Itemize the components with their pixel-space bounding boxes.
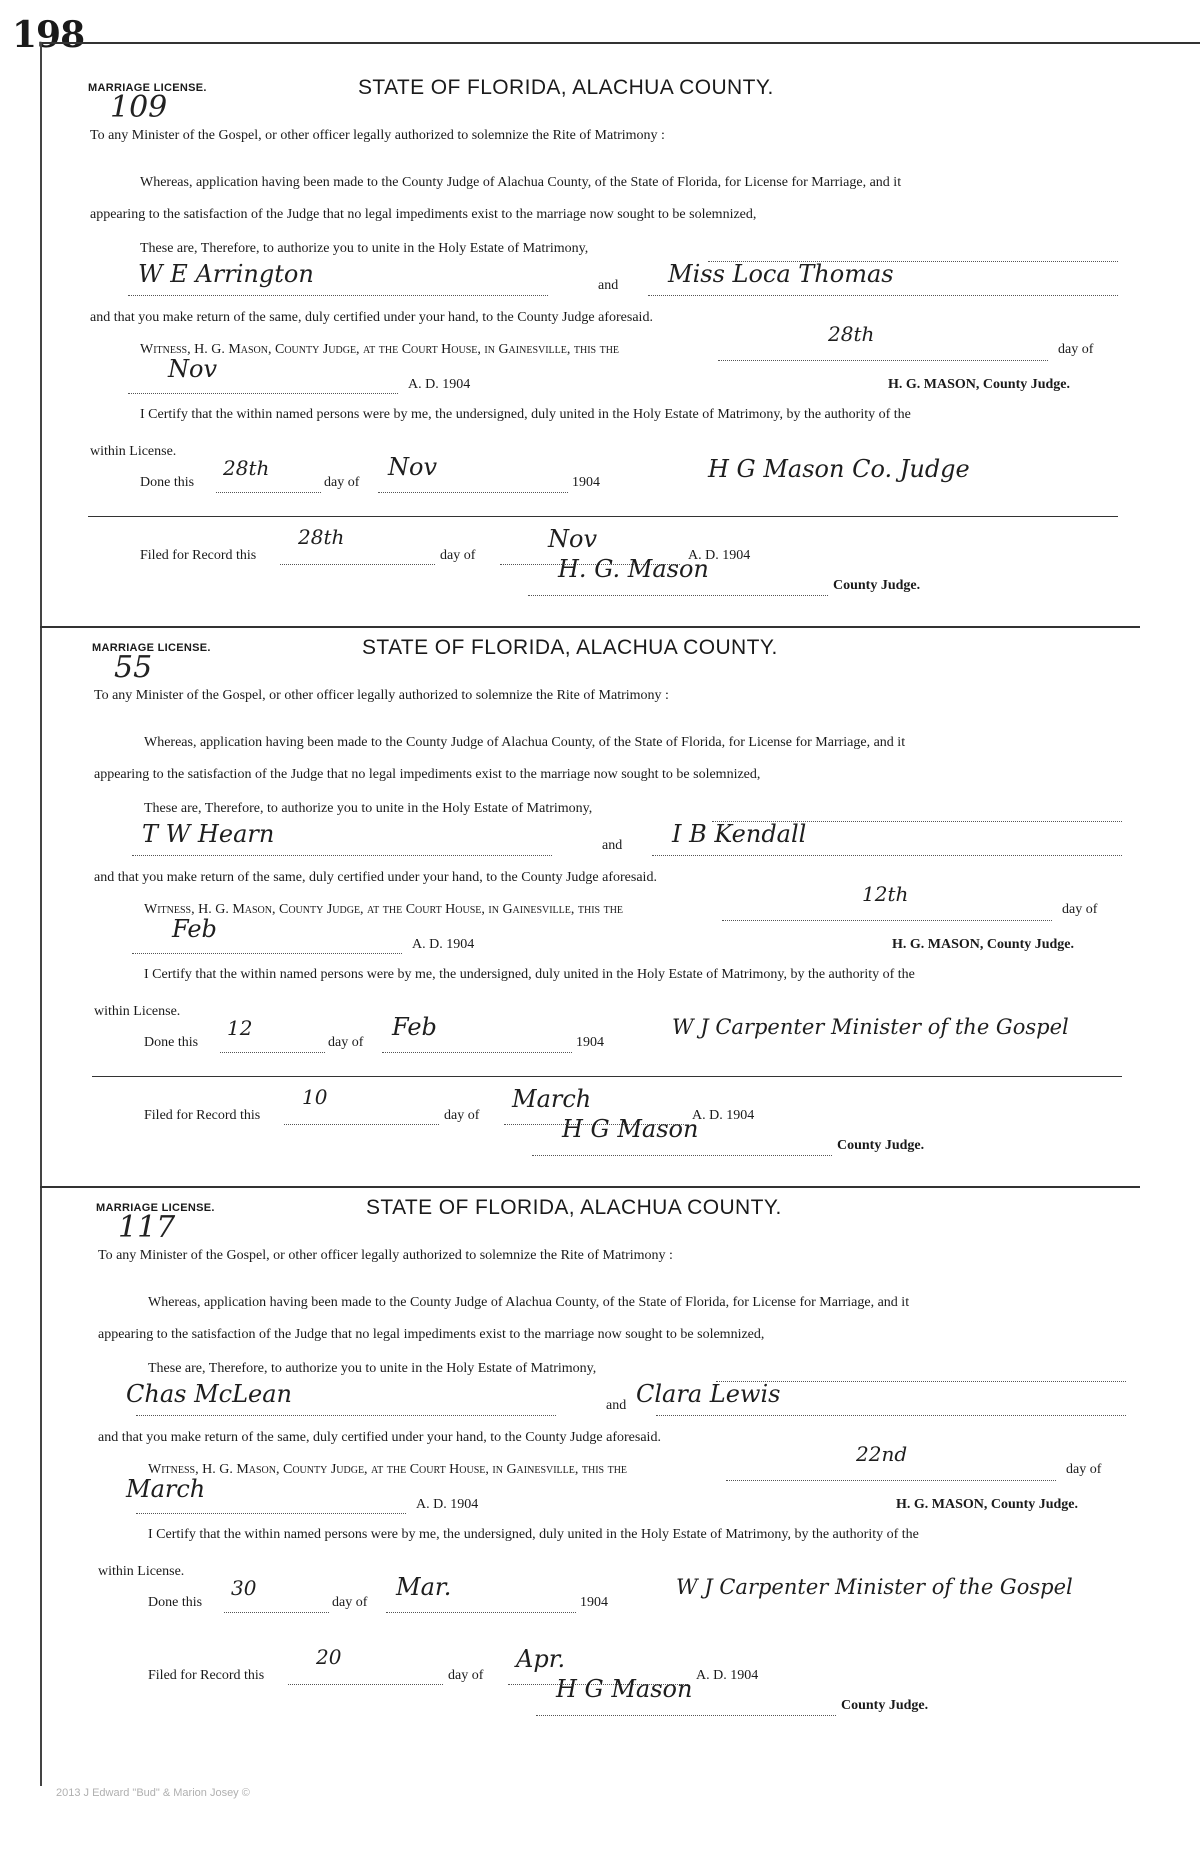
filed-day: 28th [298,525,345,549]
license-number: 55 [114,650,153,685]
witness-day-fill [718,340,1048,361]
these-are-line: These are, Therefore, to authorize you to unite in the Holy Estate of Matrimony, [144,801,593,816]
to-minister-line: To any Minister of the Gospel, or other officer legally authorized to solemnize the Rite of Matrimony : [94,688,669,703]
filed-label: Filed for Record this [148,1668,265,1683]
county-judge-label: County Judge. [833,578,921,593]
and-word: and [606,1398,627,1413]
done-day-of-label: day of [324,475,360,490]
groom-name: W E Arrington [138,260,314,288]
fill-line [712,801,1122,822]
filed-ad-year: A. D. 1904 [688,548,751,563]
day-of-label: day of [1058,342,1094,357]
marriage-license-1 [88,70,1118,630]
these-are-line: These are, Therefore, to authorize you to unite in the Holy Estate of Matrimony, [148,1361,597,1376]
witness-line [148,1462,627,1478]
license-label: MARRIAGE LICENSE. [92,642,211,654]
whereas-line-1: Whereas, application having been made to the County Judge of Alachua County, of the State of Florida, for License for Marriage, and it [144,735,906,750]
judge-title: H. G. MASON, County Judge. [896,1497,1079,1512]
done-year: 1904 [572,475,600,490]
return-line: and that you make return of the same, duly certified under your hand, to the County Judge aforesaid. [90,310,653,325]
filed-day: 20 [316,1645,342,1669]
done-month: Nov [388,453,438,481]
and-word: and [598,278,619,293]
witness-month: Feb [172,915,217,943]
bride-name: Clara Lewis [636,1380,781,1408]
license-heading: STATE OF FLORIDA, ALACHUA COUNTY. [362,636,778,659]
witness-day: 28th [828,322,875,346]
filed-month: Apr. [516,1645,566,1673]
done-day-of-label: day of [328,1035,364,1050]
clerk-signature: H G Mason [562,1115,699,1143]
witness-month: March [126,1475,206,1503]
witness-month: Nov [168,355,218,383]
witness-text: Witness, H. G. Mason, County Judge, at the Court House, in Gainesville, this the [144,902,624,917]
license-heading: STATE OF FLORIDA, ALACHUA COUNTY. [358,76,774,99]
witness-day: 12th [862,882,909,906]
left-border [40,42,42,1786]
filed-month: March [512,1085,592,1113]
certify-line-2: within License. [90,444,177,459]
whereas-line-2: appearing to the satisfaction of the Judge that no legal impediments exist to the marriage now sought to be solemnized, [98,1327,765,1342]
day-of-label: day of [1066,1462,1102,1477]
fill-line [716,1361,1126,1382]
filed-label: Filed for Record this [140,548,257,563]
copyright-footer: 2013 J Edward "Bud" & Marion Josey © [56,1787,250,1799]
and-word: and [602,838,623,853]
to-minister-line: To any Minister of the Gospel, or other officer legally authorized to solemnize the Rite of Matrimony : [90,128,665,143]
ad-year: A. D. 1904 [408,377,471,392]
to-minister-line: To any Minister of the Gospel, or other officer legally authorized to solemnize the Rite of Matrimony : [98,1248,673,1263]
license-number: 117 [118,1210,176,1245]
filed-ad-year: A. D. 1904 [696,1668,759,1683]
county-judge-label: County Judge. [837,1138,925,1153]
clerk-signature: H G Mason [556,1675,693,1703]
ad-year: A. D. 1904 [416,1497,479,1512]
filed-day-of-label: day of [448,1668,484,1683]
filed-ad-year: A. D. 1904 [692,1108,755,1123]
ad-year: A. D. 1904 [412,937,475,952]
done-day: 30 [231,1576,257,1600]
judge-title: H. G. MASON, County Judge. [888,377,1071,392]
done-month: Feb [392,1013,437,1041]
done-this-label: Done this [144,1035,199,1050]
done-day: 12 [227,1016,253,1040]
marriage-license-3 [96,1190,1126,1750]
top-border [40,42,1200,44]
groom-name: T W Hearn [142,820,275,848]
filed-month: Nov [548,525,598,553]
groom-name: Chas McLean [126,1380,292,1408]
officiant-signature: H G Mason Co. Judge [708,455,970,483]
whereas-line-1: Whereas, application having been made to the County Judge of Alachua County, of the State of Florida, for License for Marriage, and it [140,175,902,190]
return-line: and that you make return of the same, duly certified under your hand, to the County Judge aforesaid. [98,1430,661,1445]
whereas-line-2: appearing to the satisfaction of the Judge that no legal impediments exist to the marriage now sought to be solemnized, [94,767,761,782]
page-number: 198 [12,14,85,56]
clerk-signature: H. G. Mason [558,555,709,583]
fill-line [708,241,1118,262]
certify-line-1: I Certify that the within named persons were by me, the undersigned, duly united in the Holy Estate of Matrimony, by the authority of the [140,407,911,422]
license-divider [40,1186,1140,1188]
filed-day-fill [288,1664,443,1685]
officiant-signature: W J Carpenter Minister of the Gospel [676,1575,1073,1599]
license-divider [40,626,1140,628]
bride-name: Miss Loca Thomas [668,260,894,288]
filed-day-of-label: day of [444,1108,480,1123]
officiant-signature: W J Carpenter Minister of the Gospel [672,1015,1069,1039]
done-this-label: Done this [148,1595,203,1610]
filed-day-of-label: day of [440,548,476,563]
county-judge-label: County Judge. [841,1698,929,1713]
witness-text: Witness, H. G. Mason, County Judge, at the Court House, in Gainesville, this the [140,342,620,357]
done-this-label: Done this [140,475,195,490]
bride-name: I B Kendall [672,820,807,848]
day-of-label: day of [1062,902,1098,917]
whereas-line-2: appearing to the satisfaction of the Judge that no legal impediments exist to the marriage now sought to be solemnized, [90,207,757,222]
done-day-of-label: day of [332,1595,368,1610]
certify-line-1: I Certify that the within named persons were by me, the undersigned, duly united in the Holy Estate of Matrimony, by the authority of the [144,967,915,982]
section-rule [92,1076,1122,1077]
section-rule [88,516,1118,517]
filed-day: 10 [302,1085,328,1109]
witness-day: 22nd [856,1442,908,1466]
done-day: 28th [223,456,270,480]
license-heading: STATE OF FLORIDA, ALACHUA COUNTY. [366,1196,782,1219]
certify-line-2: within License. [98,1564,185,1579]
judge-title: H. G. MASON, County Judge. [892,937,1075,952]
done-month: Mar. [396,1573,452,1601]
license-label: MARRIAGE LICENSE. [88,82,207,94]
done-year: 1904 [576,1035,604,1050]
return-line: and that you make return of the same, duly certified under your hand, to the County Judge aforesaid. [94,870,657,885]
license-number: 109 [110,90,168,125]
certify-line-1: I Certify that the within named persons were by me, the undersigned, duly united in the Holy Estate of Matrimony, by the authority of the [148,1527,919,1542]
marriage-license-2 [92,630,1122,1190]
license-label: MARRIAGE LICENSE. [96,1202,215,1214]
filed-label: Filed for Record this [144,1108,261,1123]
these-are-line: These are, Therefore, to authorize you to unite in the Holy Estate of Matrimony, [140,241,589,256]
done-year: 1904 [580,1595,608,1610]
certify-line-2: within License. [94,1004,181,1019]
whereas-line-1: Whereas, application having been made to the County Judge of Alachua County, of the State of Florida, for License for Marriage, and it [148,1295,910,1310]
witness-text: Witness, H. G. Mason, County Judge, at the Court House, in Gainesville, this the [148,1462,628,1477]
